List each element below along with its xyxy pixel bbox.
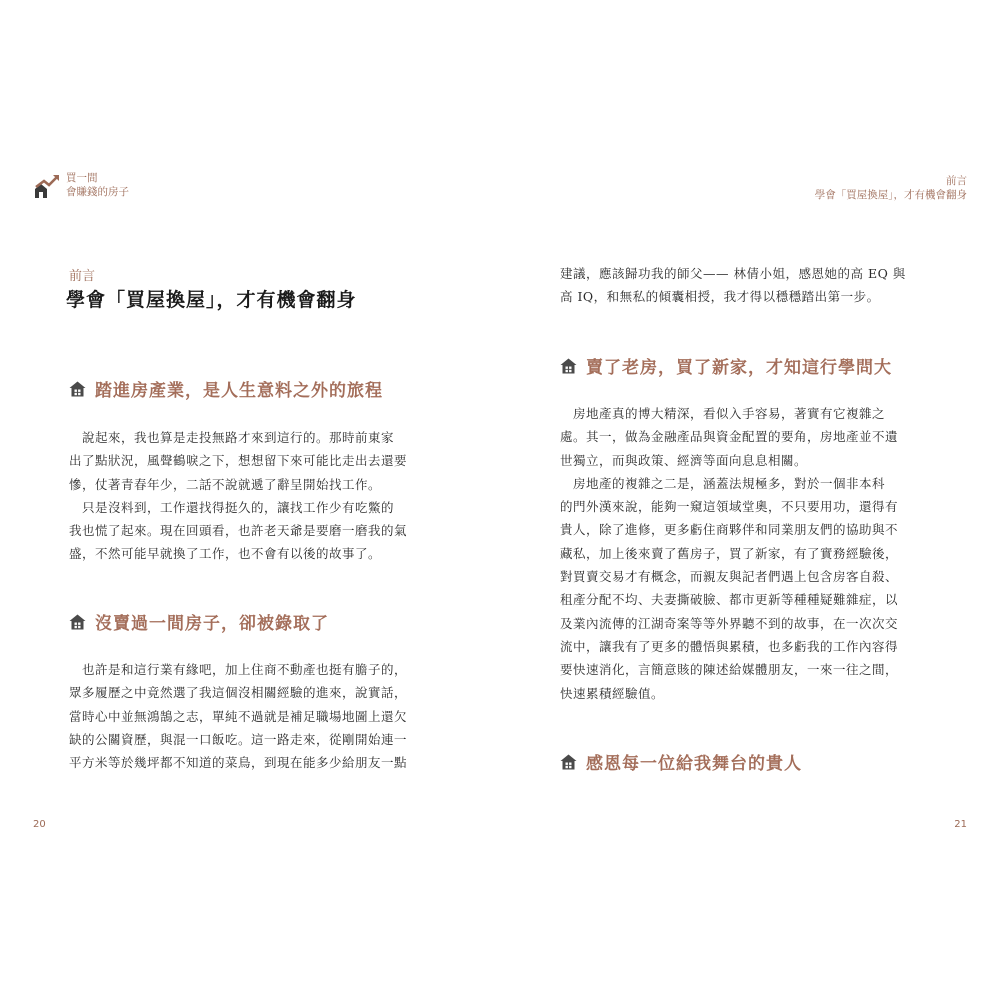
paragraph xyxy=(560,402,898,472)
text-line: 租產分配不均、夫妻撕破臉、都市更新等種種疑難雜症，以 xyxy=(560,592,899,608)
paragraph xyxy=(69,496,407,566)
right-page xyxy=(500,0,1000,1000)
text-line: 要快速消化，言簡意賅的陳述給媒體朋友，一來一往之間， xyxy=(560,662,899,678)
text-line: 也許是和這行業有緣吧，加上住商不動產也挺有膽子的， xyxy=(69,662,408,677)
text-line: 建議，應該歸功我的師父—— 林倩小姐，感恩她的高 EQ 與 xyxy=(560,266,906,281)
text-line: 慘，仗著青春年少，二話不說就遞了辭呈開始找工作。 xyxy=(69,476,382,492)
text-line: 當時心中並無鴻鵠之志，單純不過就是補足職場地圖上還欠 xyxy=(69,708,408,724)
paragraph xyxy=(560,472,898,705)
house-icon xyxy=(69,614,86,630)
running-head-title: 學會「買屋換屋」，才有機會翻身 xyxy=(814,189,967,201)
text-line: 處。其一，做為金融產品與資金配置的要角，房地產並不遺 xyxy=(560,429,899,445)
text-line: 說起來，我也算是走投無路才來到這行的。那時前東家 xyxy=(69,430,395,445)
house-chart-icon xyxy=(33,173,61,199)
page-number: 20 xyxy=(33,819,46,830)
section-heading-text: 賣了老房，買了新家，才知這行學問大 xyxy=(586,358,892,378)
text-line: 貴人，除了進修，更多虧住商夥伴和同業朋友們的協助與不 xyxy=(560,522,899,538)
page-number: 21 xyxy=(954,819,967,830)
section-body xyxy=(560,402,898,705)
text-line: 出了點狀況，風聲鶴唳之下，想想留下來可能比走出去還要 xyxy=(69,453,408,469)
paragraph xyxy=(69,426,407,496)
text-line: 缺的公關資歷，與混一口飯吃。這一路走來，從剛開始連一 xyxy=(69,731,408,747)
chapter-title: 學會「買屋換屋」，才有機會翻身 xyxy=(66,289,357,311)
text-line: 眾多履歷之中竟然選了我這個沒相關經驗的進來，說實話， xyxy=(69,685,408,701)
text-line: 房地產的複雜之二是，涵蓋法規極多，對於一個非本科 xyxy=(560,475,886,491)
text-line: 高 IQ，和無私的傾囊相授，我才得以穩穩踏出第一步。 xyxy=(560,289,880,305)
brand-title-line1: 買一間 xyxy=(66,172,98,184)
brand-header xyxy=(33,171,129,199)
section-heading xyxy=(69,609,329,634)
text-line: 藏私，加上後來賣了舊房子，買了新家，有了實務經驗後， xyxy=(560,545,899,561)
house-icon xyxy=(69,381,86,397)
section-body xyxy=(69,426,407,566)
intro-text xyxy=(560,262,906,309)
text-line: 及業內流傳的江湖奇案等等外界聽不到的故事，在一次次交 xyxy=(560,615,899,631)
text-line: 平方米等於幾坪都不知道的菜鳥，到現在能多少給朋友一點 xyxy=(69,755,408,771)
text-line: 我也慌了起來。現在回頭看，也許老天爺是要磨一磨我的氣 xyxy=(69,523,408,539)
text-line: 快速累積經驗值。 xyxy=(560,685,665,701)
section-body xyxy=(69,658,407,774)
house-icon xyxy=(560,754,577,770)
paragraph xyxy=(69,658,407,774)
text-line: 對買賣交易才有概念，而親友與記者們遇上包含房客自殺、 xyxy=(560,569,899,585)
section-heading xyxy=(69,376,383,401)
running-head-label: 前言 xyxy=(946,175,967,187)
section-heading xyxy=(560,353,892,378)
text-line: 流中，讓我有了更多的體悟與累積，也多虧我的工作內容得 xyxy=(560,638,899,654)
paragraph xyxy=(560,262,906,309)
preface-label: 前言 xyxy=(69,269,96,284)
section-heading xyxy=(560,749,802,774)
section-heading-text: 沒賣過一間房子，卻被錄取了 xyxy=(95,614,329,634)
text-line: 的門外漢來說，能夠一窺這領域堂奧，不只要用功，還得有 xyxy=(560,499,899,515)
text-line: 房地產真的博大精深，看似入手容易，著實有它複雜之 xyxy=(560,406,886,421)
text-line: 盛，不然可能早就換了工作，也不會有以後的故事了。 xyxy=(69,546,382,562)
brand-title-line2: 會賺錢的房子 xyxy=(66,186,129,198)
text-line: 世獨立，而與政策、經濟等面向息息相關。 xyxy=(560,452,808,468)
house-icon xyxy=(560,358,577,374)
section-heading-text: 感恩每一位給我舞台的貴人 xyxy=(586,754,802,774)
running-head xyxy=(815,174,967,202)
text-line: 只是沒料到，工作還找得挺久的，讓找工作少有吃鱉的 xyxy=(69,499,395,515)
section-heading-text: 踏進房產業，是人生意料之外的旅程 xyxy=(95,381,383,401)
